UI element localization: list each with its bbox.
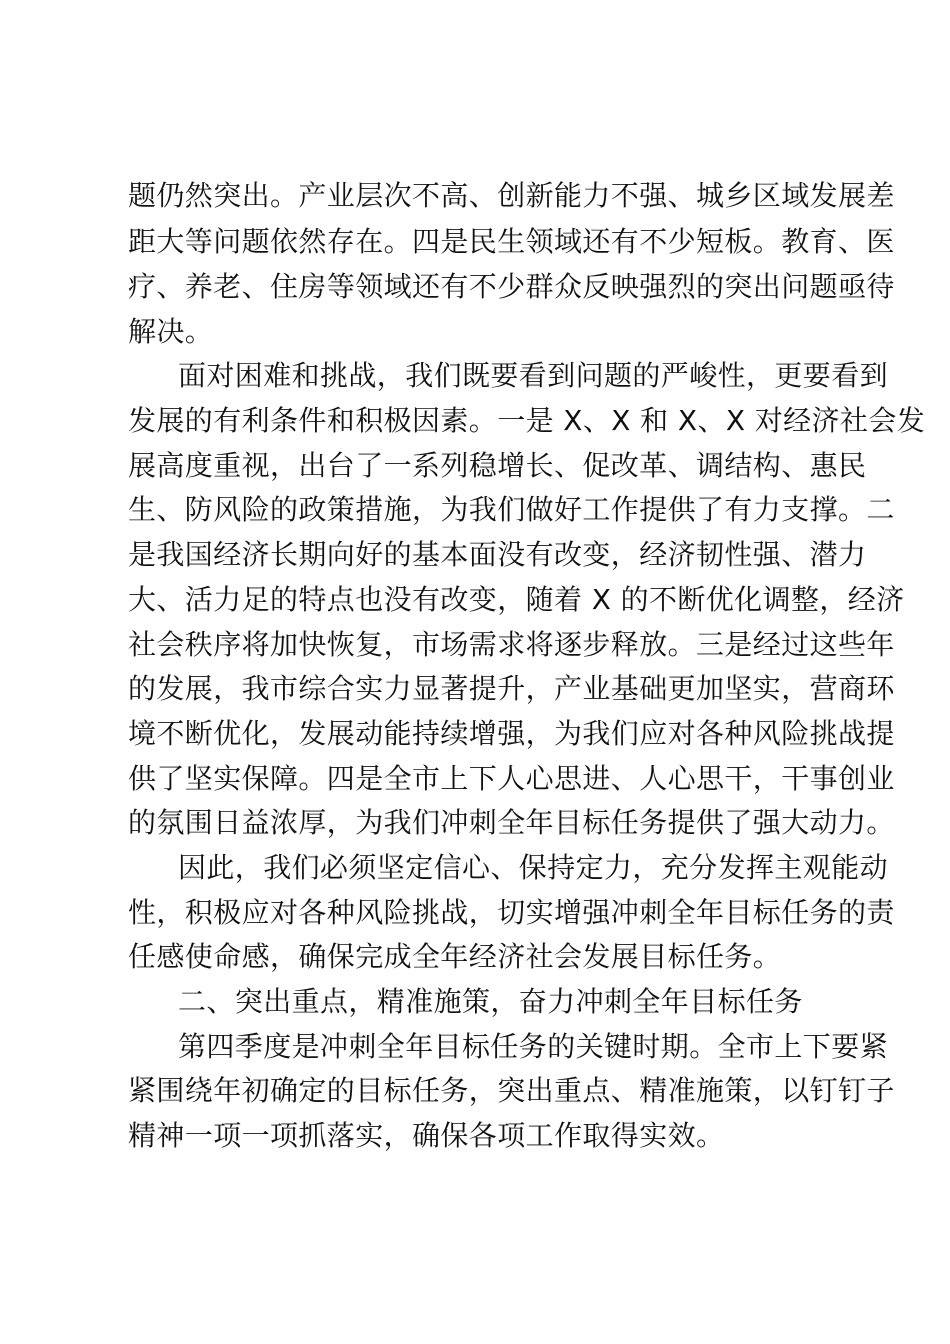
text-line: 境不断优化，发展动能持续增强，为我们应对各种风险挑战提	[128, 717, 895, 750]
text-line: 发展的有利条件和积极因素。一是 X、X 和 X、X 对经济社会发	[128, 404, 926, 437]
text-line: 解决。	[128, 315, 214, 348]
text-line: 性，积极应对各种风险挑战，切实增强冲刺全年目标任务的责	[128, 896, 895, 929]
text-line: 供了坚实保障。四是全市上下人心思进、人心思干，干事创业	[128, 762, 895, 795]
text-line: 紧围绕年初确定的目标任务，突出重点、精准施策，以钉钉子	[128, 1074, 895, 1107]
text-line: 的氛围日益浓厚，为我们冲刺全年目标任务提供了强大动力。	[128, 806, 895, 839]
text-line: 是我国经济长期向好的基本面没有改变，经济韧性强、潜力	[128, 538, 867, 571]
paragraph-start-line: 第四季度是冲刺全年目标任务的关键时期。全市上下要紧	[178, 1030, 889, 1063]
text-line: 题仍然突出。产业层次不高、创新能力不强、城乡区域发展差	[128, 179, 895, 212]
section-heading: 二、突出重点，精准施策，奋力冲刺全年目标任务	[178, 985, 803, 1018]
text-line: 社会秩序将加快恢复，市场需求将逐步释放。三是经过这些年	[128, 628, 895, 661]
text-line: 的发展，我市综合实力显著提升，产业基础更加坚实，营商环	[128, 672, 895, 705]
text-line: 精神一项一项抓落实，确保各项工作取得实效。	[128, 1119, 725, 1152]
text-line: 生、防风险的政策措施，为我们做好工作提供了有力支撑。二	[128, 493, 895, 526]
text-line: 大、活力足的特点也没有改变，随着 X 的不断优化调整，经济	[128, 583, 905, 616]
text-line: 距大等问题依然存在。四是民生领域还有不少短板。教育、医	[128, 225, 895, 258]
text-line: 任感使命感，确保完成全年经济社会发展目标任务。	[128, 940, 782, 973]
text-line: 展高度重视，出台了一系列稳增长、促改革、调结构、惠民	[128, 449, 867, 482]
paragraph-start-line: 因此，我们必须坚定信心、保持定力，充分发挥主观能动	[178, 851, 889, 884]
text-line: 疗、养老、住房等领域还有不少群众反映强烈的突出问题亟待	[128, 270, 895, 303]
paragraph-start-line: 面对困难和挑战，我们既要看到问题的严峻性，更要看到	[178, 359, 889, 392]
